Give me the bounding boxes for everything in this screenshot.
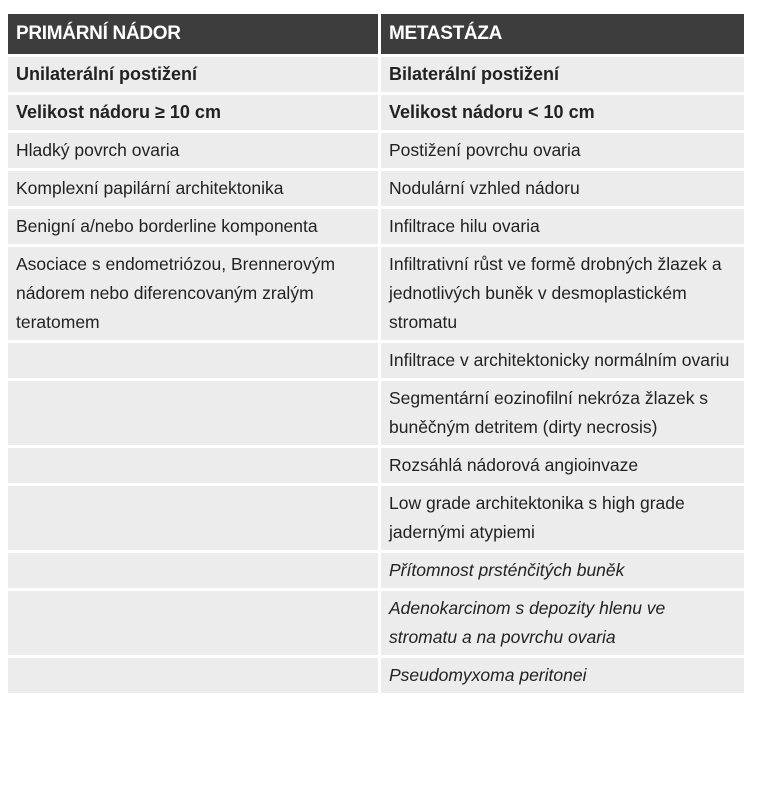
cell-metastasis: Přítomnost prsténčitých buněk (378, 553, 744, 591)
table-row (8, 247, 744, 343)
cell-primary: Unilaterální postižení (8, 57, 378, 95)
cell-primary: Asociace s endometriózou, Brennerovým nádorem nebo diferencovaným zralým teratomem (8, 247, 378, 343)
cell-primary (8, 553, 378, 591)
cell-primary (8, 658, 378, 696)
table-row (8, 343, 744, 381)
cell-metastasis: Infiltrativní růst ve formě drobných žlazek a jednotlivých buněk v desmoplastickém stromatu (378, 247, 744, 343)
table-row (8, 553, 744, 591)
table-row (8, 381, 744, 448)
cell-primary: Benigní a/nebo borderline komponenta (8, 209, 378, 247)
header-metastasis: METASTÁZA (378, 14, 744, 57)
cell-metastasis: Infiltrace v architektonicky normálním ovariu (378, 343, 744, 381)
cell-metastasis: Velikost nádoru < 10 cm (378, 95, 744, 133)
cell-primary: Komplexní papilární architektonika (8, 171, 378, 209)
cell-primary (8, 381, 378, 448)
cell-primary (8, 591, 378, 658)
cell-metastasis: Segmentární eozinofilní nekróza žlazek s buněčným detritem (dirty necrosis) (378, 381, 744, 448)
comparison-table (8, 14, 744, 696)
cell-primary (8, 486, 378, 553)
table-row (8, 133, 744, 171)
table-row (8, 95, 744, 133)
cell-primary: Hladký povrch ovaria (8, 133, 378, 171)
cell-metastasis: Rozsáhlá nádorová angioinvaze (378, 448, 744, 486)
header-row (8, 14, 744, 57)
cell-metastasis: Low grade architektonika s high grade jadernými atypiemi (378, 486, 744, 553)
table-row (8, 658, 744, 696)
table-row (8, 591, 744, 658)
cell-primary (8, 448, 378, 486)
cell-metastasis: Postižení povrchu ovaria (378, 133, 744, 171)
cell-metastasis: Nodulární vzhled nádoru (378, 171, 744, 209)
cell-metastasis: Infiltrace hilu ovaria (378, 209, 744, 247)
cell-primary: Velikost nádoru ≥ 10 cm (8, 95, 378, 133)
table-row (8, 57, 744, 95)
cell-metastasis: Pseudomyxoma peritonei (378, 658, 744, 696)
comparison-table-container (8, 14, 744, 696)
header-primary-tumor: PRIMÁRNÍ NÁDOR (8, 14, 378, 57)
table-row (8, 486, 744, 553)
table-row (8, 209, 744, 247)
cell-metastasis: Bilaterální postižení (378, 57, 744, 95)
table-row (8, 448, 744, 486)
cell-primary (8, 343, 378, 381)
table-row (8, 171, 744, 209)
cell-metastasis: Adenokarcinom s depozity hlenu ve stromatu a na povrchu ovaria (378, 591, 744, 658)
